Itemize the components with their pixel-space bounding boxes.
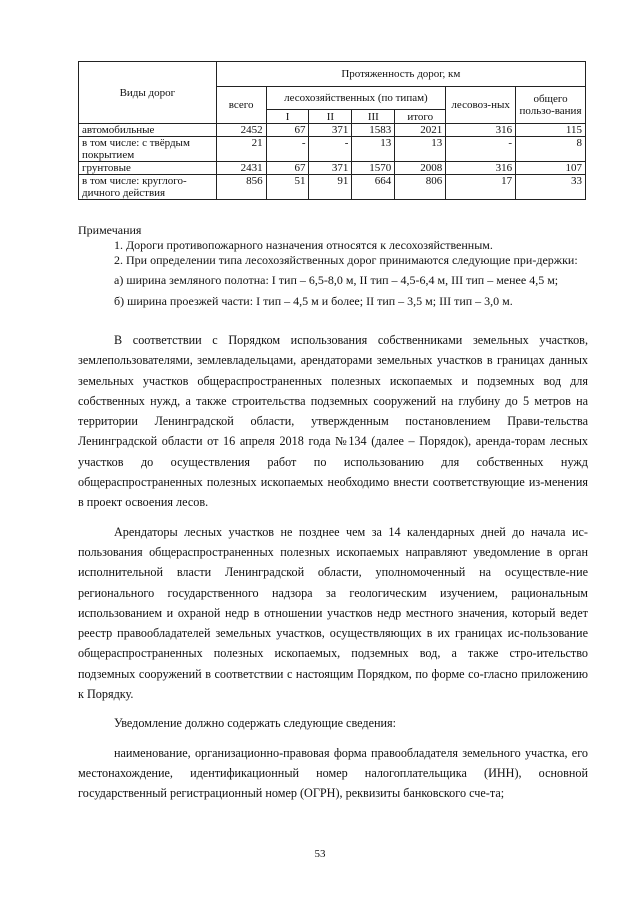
table-row <box>79 137 586 162</box>
table-cell: 21 <box>216 137 266 162</box>
table-cell: 67 <box>266 124 309 137</box>
table-row <box>79 162 586 175</box>
table-cell: 2452 <box>216 124 266 137</box>
table-cell: - <box>266 137 309 162</box>
table-cell: 2021 <box>395 124 446 137</box>
paragraph-procedure: В соответствии с Порядком использования собственниками земельных участков, землепользователями, землевладельцами, арендаторами земельных участков в границах данных земельных участков общераспространенных полезных ископаемых и подземных вод для собственных нужд, а также строительства подземных сооружений на глубину до 5 метров на территории Ленинградской области, утвержденным постановлением Прави-тельства Ленинградской области от 16 апреля 2018 года №134 (далее – Порядок), аренда-торам лесных участков до осуществления работ по использованию для собственных нужд общераспространенных полезных ископаемых необходимо внести соответствующие из-менения в проект освоения лесов. <box>78 333 588 510</box>
header-road-types: Виды дорог <box>79 62 217 124</box>
header-length: Протяженность дорог, км <box>216 62 585 87</box>
page-number: 53 <box>314 848 326 860</box>
table-cell: 8 <box>516 137 586 162</box>
notes-section <box>78 223 588 309</box>
table-row <box>79 175 586 200</box>
header-type-i: I <box>266 110 309 124</box>
row-label: в том числе: круглого-дичного действия <box>79 175 217 200</box>
header-total: всего <box>216 87 266 124</box>
body-text <box>78 330 588 804</box>
row-label: грунтовые <box>79 162 217 175</box>
header-type-total: итого <box>395 110 446 124</box>
table-cell: 13 <box>395 137 446 162</box>
note-2a: а) ширина земляного полотна: I тип – 6,5-8,0 м, II тип – 4,5-6,4 м, III тип – менее 4,5 м; <box>114 273 559 287</box>
paragraph-notice-content: Уведомление должно содержать следующие сведения: <box>114 716 397 731</box>
header-forestry: лесохозяйственных (по типам) <box>266 87 446 110</box>
table-cell: 2008 <box>395 162 446 175</box>
note-1: 1. Дороги противопожарного назначения относятся к лесохозяйственным. <box>114 238 493 252</box>
table-cell: 67 <box>266 162 309 175</box>
table-cell: - <box>446 137 516 162</box>
note-2b: б) ширина проезжей части: I тип – 4,5 м и более; II тип – 3,5 м; III тип – 3,0 м. <box>114 294 513 308</box>
table-cell: 33 <box>516 175 586 200</box>
table-cell: 115 <box>516 124 586 137</box>
table-cell: 13 <box>352 137 395 162</box>
table-cell: 1570 <box>352 162 395 175</box>
notes-heading: Примечания <box>78 223 142 237</box>
header-forest-transport: лесовоз-ных <box>446 87 516 124</box>
table-cell: 2431 <box>216 162 266 175</box>
row-label: в том числе: с твёрдым покрытием <box>79 137 217 162</box>
paragraph-tenants-notice: Арендаторы лесных участков не позднее чем за 14 календарных дней до начала ис-пользования общераспространенных полезных ископаемых направляют уведомление в орган исполнительной власти Ленинградской области, уполномоченный на осуществле-ние регионального государственного надзора за геологическим изучением, рациональным использованием и охраной недр в отношении участков недр местного значения, который ведет реестр правообладателей земельных участков, осуществляющих в их границах ис-пользование общераспространенных полезных ископаемых, подземных вод, а также стро-ительство подземных сооружений в соответствии с настоящим Порядком, по форме со-гласно приложению к Порядку. <box>78 524 588 702</box>
table-cell: 856 <box>216 175 266 200</box>
header-type-ii: II <box>309 110 352 124</box>
table-row <box>79 124 586 137</box>
table-cell: 664 <box>352 175 395 200</box>
table-cell: 107 <box>516 162 586 175</box>
header-public: общего пользо-вания <box>516 87 586 124</box>
table-cell: 371 <box>309 124 352 137</box>
table-cell: 91 <box>309 175 352 200</box>
road-length-table <box>78 61 586 200</box>
table-cell: 1583 <box>352 124 395 137</box>
table-cell: - <box>309 137 352 162</box>
table-cell: 17 <box>446 175 516 200</box>
table-cell: 806 <box>395 175 446 200</box>
note-2: 2. При определении типа лесохозяйственных дорог принимаются следующие при-держки: <box>114 253 578 267</box>
row-label: автомобильные <box>79 124 217 137</box>
table-cell: 371 <box>309 162 352 175</box>
table-cell: 51 <box>266 175 309 200</box>
header-type-iii: III <box>352 110 395 124</box>
table-cell: 316 <box>446 124 516 137</box>
table-cell: 316 <box>446 162 516 175</box>
paragraph-notice-items: наименование, организационно-правовая форма правообладателя земельного участка, его местонахождение, идентификационный номер налогоплательщика (ИНН), основной государственный регистрационный номер (ОГРН), реквизиты банковского сче-та; <box>78 745 588 801</box>
